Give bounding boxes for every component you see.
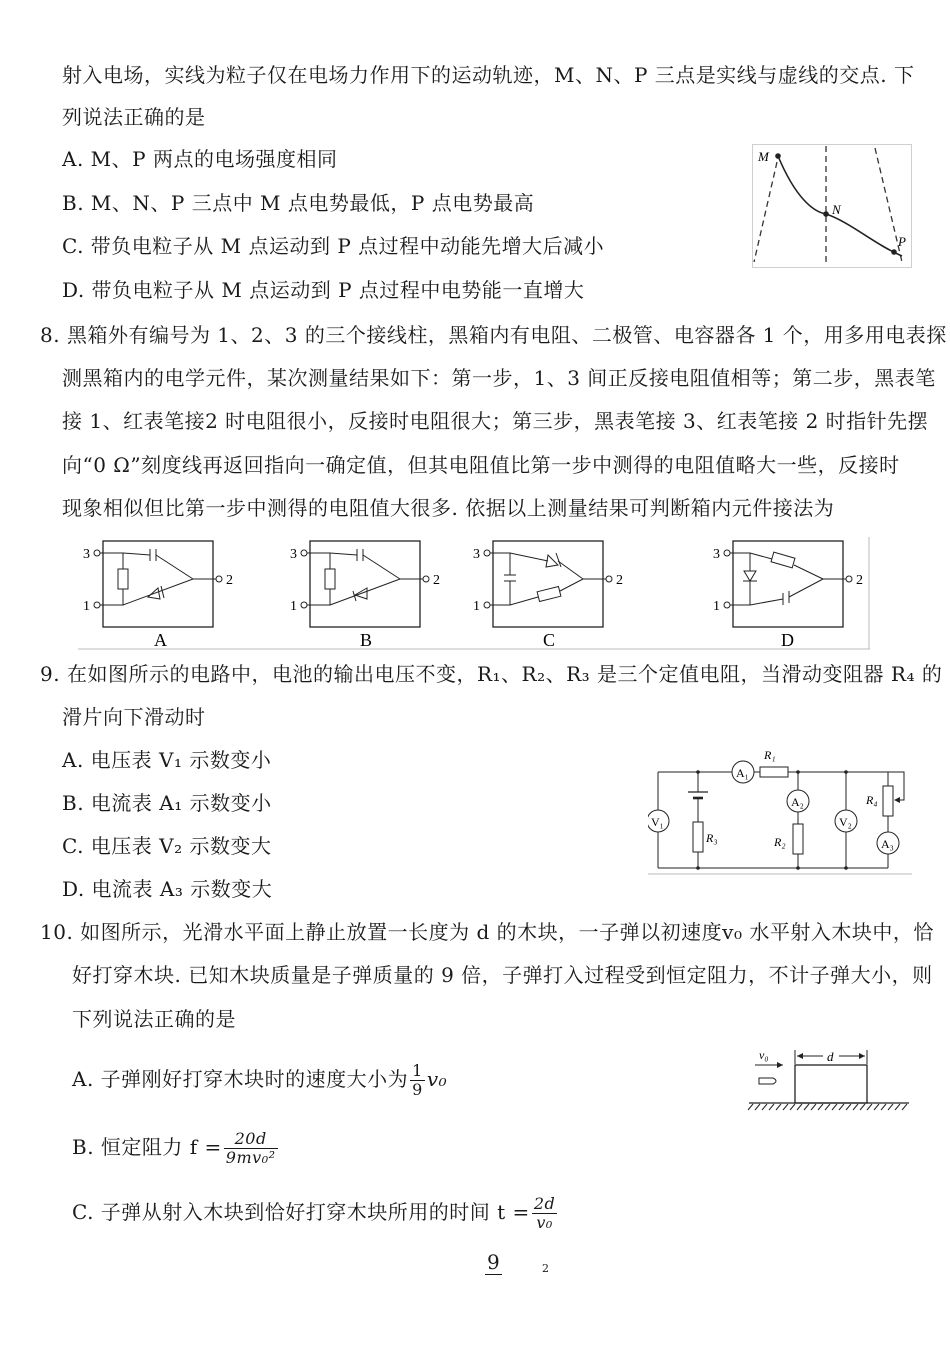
q8-line5: 现象相似但比第一步中测得的电阻值大很多. 依据以上测量结果可判断箱内元件接法为 <box>62 496 835 520</box>
box-c-terminal-1: 1 <box>473 599 480 614</box>
rheostat-r4 <box>883 786 893 816</box>
q10-option-a-fraction <box>410 1062 425 1099</box>
label-n: N <box>832 202 841 217</box>
resistor-icon <box>118 569 128 589</box>
resistor-r1 <box>760 767 788 777</box>
label-r1: R₁ <box>764 748 776 762</box>
label-v2: V₂ <box>839 815 852 829</box>
label-r4: R₄ <box>866 793 878 807</box>
label-v1: V₁ <box>651 815 664 829</box>
q8-line3: 接 1、红表笔接2 时电阻很小，反接时电阻很大；第三步，黑表笔接 3、红表笔接 2 时指针先摆 <box>62 409 929 433</box>
q10-option-a-den: 9 <box>412 1080 423 1099</box>
q9-line2: 滑片向下滑动时 <box>62 705 206 729</box>
q10-option-b-fraction <box>224 1130 278 1167</box>
bullet-icon <box>759 1078 776 1084</box>
q10-option-b-num: 20d <box>224 1130 278 1149</box>
q8-line1: 8. 黑箱外有编号为 1、2、3 的三个接线柱，黑箱内有电阻、二极管、电容器各 1 个，用多用电表探 <box>40 323 947 347</box>
box-c-terminal-3: 3 <box>473 547 480 562</box>
box-a-label: A <box>154 630 167 650</box>
box-b <box>290 541 440 650</box>
q10-line1: 10. 如图所示，光滑水平面上静止放置一长度为 d 的木块，一子弹以初速度v₀ 水平射入木块中，恰 <box>40 920 934 944</box>
q10-option-a-num: 1 <box>412 1061 423 1080</box>
q8-line2: 测黑箱内的电学元件，某次测量结果如下：第一步，1、3 间正反接电阻值相等；第二步，黑表笔 <box>62 366 936 390</box>
q8-blackbox-figures <box>78 537 870 657</box>
diode-icon <box>744 571 756 581</box>
q10-option-a <box>72 1062 447 1099</box>
box-c-terminal-2: 2 <box>616 573 623 588</box>
box-d-terminal-3: 3 <box>713 547 720 562</box>
label-r2: R₂ <box>774 835 786 849</box>
slider-arrow-icon <box>894 797 900 803</box>
box-b-label: B <box>360 630 373 650</box>
label-d: d <box>827 1049 834 1064</box>
q7-intro-line2: 列说法正确的是 <box>62 105 206 129</box>
box-b-terminal-1: 1 <box>290 599 297 614</box>
q9-option-a: A. 电压表 V₁ 示数变小 <box>62 748 272 772</box>
q10-block-figure <box>745 1047 911 1119</box>
equipotential-line-left <box>754 162 777 262</box>
box-d-terminal-1: 1 <box>713 599 720 614</box>
q10-option-b <box>72 1130 280 1167</box>
box-a-terminal-3: 3 <box>83 547 90 562</box>
q9-circuit-figure <box>648 742 912 880</box>
q7-option-a: A. M、P 两点的电场强度相同 <box>62 147 338 171</box>
q7-option-d: D. 带负电粒子从 M 点运动到 P 点过程中电势能一直增大 <box>62 278 585 302</box>
q10-line3: 下列说法正确的是 <box>72 1007 236 1031</box>
q9-option-c: C. 电压表 V₂ 示数变大 <box>62 834 272 858</box>
wooden-block <box>795 1065 867 1103</box>
resistor-r2 <box>793 824 803 854</box>
box-c <box>473 541 623 650</box>
box-b-terminal-2: 2 <box>433 573 440 588</box>
q10-option-c-den: v₀ <box>536 1213 553 1232</box>
box-d-label: D <box>781 630 794 650</box>
label-r3: R₃ <box>706 831 718 845</box>
q10-option-c-num: 2d <box>533 1194 556 1213</box>
q8-line4: 向“0 Ω”刻度线再返回指向一确定值，但其电阻值比第一步中测得的电阻值略大一些，反接时 <box>62 453 900 477</box>
q10-option-c-fraction <box>532 1195 557 1232</box>
point-m <box>775 153 781 159</box>
label-a1: A₁ <box>736 766 749 780</box>
box-a-terminal-2: 2 <box>226 573 233 588</box>
q7-intro-line1: 射入电场，实线为粒子仅在电场力作用下的运动轨迹，M、N、P 三点是实线与虚线的交点. 下 <box>62 63 915 87</box>
page-sub-number: 2 <box>542 1262 549 1275</box>
q7-option-c: C. 带负电粒子从 M 点运动到 P 点过程中动能先增大后减小 <box>62 234 605 258</box>
resistor-r3 <box>693 822 703 852</box>
box-c-label: C <box>543 630 556 650</box>
resistor-icon <box>537 586 561 601</box>
q10-option-a-text: A. 子弹刚好打穿木块时的速度大小为 <box>72 1067 409 1091</box>
q10-option-a-tail: v₀ <box>426 1067 448 1091</box>
box-b-terminal-3: 3 <box>290 547 297 562</box>
resistor-icon <box>325 569 335 589</box>
box-d-terminal-2: 2 <box>856 573 863 588</box>
label-a3: A₃ <box>881 837 894 851</box>
resistor-icon <box>771 552 795 568</box>
q10-option-b-text: B. 恒定阻力 f = <box>72 1135 222 1159</box>
label-p: P <box>898 234 906 249</box>
q9-option-b: B. 电流表 A₁ 示数变小 <box>62 791 272 815</box>
box-a <box>83 541 233 650</box>
box-d <box>713 541 863 650</box>
point-n <box>823 211 829 217</box>
q7-option-b: B. M、N、P 三点中 M 点电势最低，P 点电势最高 <box>62 191 535 215</box>
ground-hatch <box>748 1104 907 1110</box>
q10-option-c <box>72 1195 559 1232</box>
label-m: M <box>758 149 769 164</box>
q10-option-b-den: 9mv₀² <box>225 1148 276 1167</box>
page-number: 9 <box>487 1250 500 1274</box>
q10-option-c-text: C. 子弹从射入木块到恰好打穿木块所用的时间 t = <box>72 1200 530 1224</box>
q7-field-figure <box>752 144 912 272</box>
label-v0: v₀ <box>759 1048 769 1062</box>
box-a-terminal-1: 1 <box>83 599 90 614</box>
q10-line2: 好打穿木块. 已知木块质量是子弹质量的 9 倍，子弹打入过程受到恒定阻力，不计子弹大小，则 <box>72 963 933 987</box>
label-a2: A₂ <box>791 795 804 809</box>
q9-option-d: D. 电流表 A₃ 示数变大 <box>62 877 273 901</box>
point-p <box>891 249 897 255</box>
q9-line1: 9. 在如图所示的电路中，电池的输出电压不变，R₁、R₂、R₃ 是三个定值电阻，当滑动变阻器 R₄ 的 <box>40 662 943 686</box>
